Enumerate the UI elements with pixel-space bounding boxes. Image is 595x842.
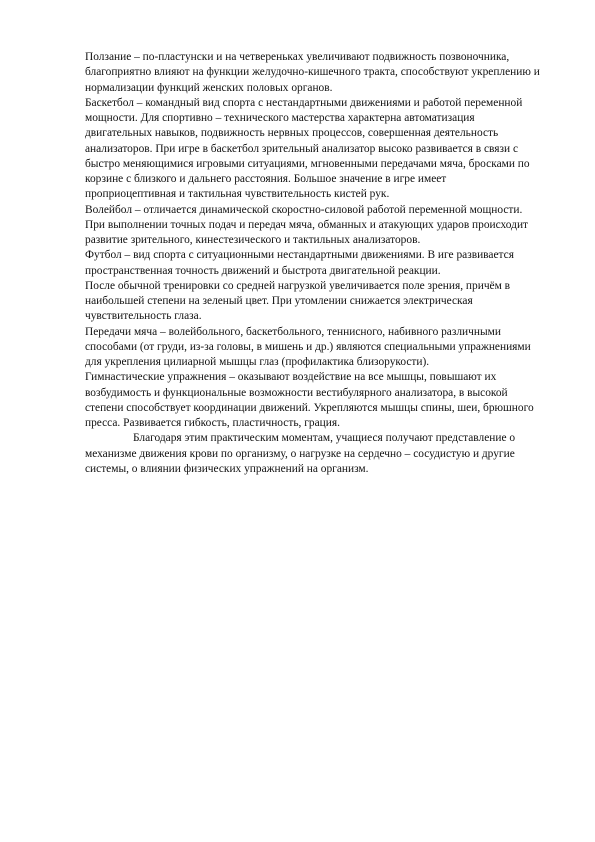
paragraph-ball-passing: Передачи мяча – волейбольного, баскетбольного, теннисного, набивного различными способами (от груди, из-за головы, в мишень и др.) являются специальными упражнениями для укрепления цилиарной мышцы глаз (профилактика близорукости). (85, 325, 531, 368)
paragraph-volleyball: Волейбол – отличается динамической скоростно-силовой работой переменной мощности. При выполнении точных подач и передач мяча, обманных и атакующих ударов происходит развитие зрительного, кинестезического и тактильных анализаторов. (85, 203, 529, 246)
paragraph-gymnastics: Гимнастические упражнения – оказывают воздействие на все мышцы, повышают их возбудимость и функциональные возможности вестибулярного анализатора, в высокой степени способствует координации движений. Укрепляются мышцы спины, шеи, брюшного пресса. Развивается гибкость, пластичность, грация. (85, 371, 534, 429)
document-page (85, 50, 540, 477)
paragraph-football: Футбол – вид спорта с ситуационными нестандартными движениями. В иге развивается пространственная точность движений и быстрота двигательной реакции. (85, 249, 514, 277)
paragraph-basketball: Баскетбол – командный вид спорта с нестандартными движениями и работой переменной мощности. Для спортивно – технического мастерства характерна автоматизация двигательных навыков, подвижность нервных процессов, совершенная деятельность анализаторов. При игре в баскетбол зрительный анализатор высоко развивается в связи с быстро меняющимися игровыми ситуациями, мгновенными передачами мяча, бросками по корзине с близкого и дальнего расстояния. Большое значение в игре имеет проприоцептивная и тактильная чувствительность кистей рук. (85, 96, 530, 201)
paragraph-training: После обычной тренировки со средней нагрузкой увеличивается поле зрения, причём в наибольшей степени на зеленый цвет. При утомлении снижается электрическая чувствительность глаза. (85, 279, 511, 323)
paragraph-conclusion: Благодаря этим практическим моментам, учащиеся получают представление о механизме движения крови по организму, о нагрузке на сердечно – сосудистую и другие системы, о влиянии физических упражнений на организм. (85, 432, 516, 475)
paragraph-crawling: Ползание – по-пластунски и на четвереньках увеличивают подвижность позвоночника, благоприятно влияют на функции желудочно-кишечного тракта, способствуют укреплению и нормализации функций женских половых органов. (85, 51, 540, 94)
